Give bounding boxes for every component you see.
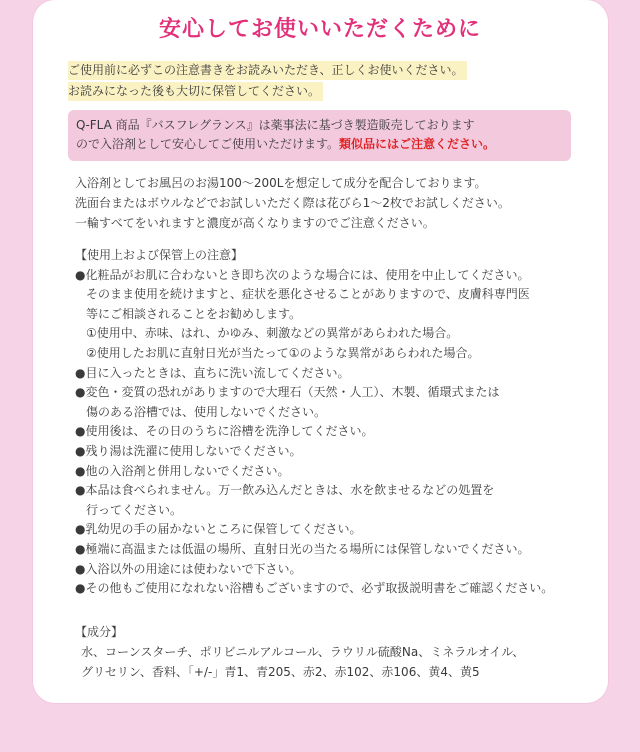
usage-text <box>75 173 510 233</box>
ingredients-line-2: グリセリン、香料、「+/-」青1、青205、赤2、赤102、赤106、黄4、黄5 <box>81 665 480 679</box>
ingredients-heading: 【成分】 <box>75 625 124 639</box>
usage-line: 洗面台またはボウルなどでお試しいただく際は花びら1～2枚でお試しください。 <box>75 196 510 210</box>
cautions-list <box>75 266 553 599</box>
caution-item: そのまま使用を続けますと、症状を悪化させることがありますので、皮膚科専門医 <box>86 287 530 302</box>
caution-item: 等にご相談されることをお勧めします。 <box>86 306 302 321</box>
notice-box <box>68 110 571 161</box>
caution-item: ●使用後は、その日のうちに浴槽を洗浄してください。 <box>75 424 374 439</box>
caution-item: ●変色・変質の恐れがありますので大理石（天然・人工）、木製、循環式または <box>75 385 500 400</box>
caution-item: ●極端に高温または低温の場所、直射日光の当たる場所には保管しないでください。 <box>75 541 530 556</box>
usage-line: 一輪すべてをいれますと濃度が高くなりますのでご注意ください。 <box>75 216 435 230</box>
caution-item: ②使用したお肌に直射日光が当たって①のような異常があらわれた場合。 <box>86 345 480 360</box>
caution-item: 傷のある浴槽では、使用しないでください。 <box>86 404 327 419</box>
notice-line-2 <box>76 135 565 154</box>
caution-item: ●他の入浴剤と併用しないでください。 <box>75 463 290 478</box>
caution-item: ●本品は食べられません。万一飲み込んだときは、水を飲ませるなどの処置を <box>75 483 495 498</box>
caution-item: ●化粧品がお肌に合わないとき即ち次のような場合には、使用を中止してください。 <box>75 267 530 282</box>
usage-line: 入浴剤としてお風呂のお湯100～200Lを想定して成分を配合しております。 <box>75 176 487 190</box>
page-title: 安心してお使いいただくために <box>158 17 481 42</box>
cautions-section <box>75 246 553 599</box>
notice-line-1: Q‐FLA 商品『バスフレグランス』は薬事法に基づき製造販売しております <box>76 118 475 132</box>
caution-item: 行ってください。 <box>86 502 183 517</box>
intro-line-2: お読みになった後も大切に保管してください。 <box>68 82 323 101</box>
intro-highlight <box>68 61 467 103</box>
caution-item: ●乳幼児の手の届かないところに保管してください。 <box>75 522 362 537</box>
caution-item: ●その他もご使用になれない浴槽もございますので、必ず取扱説明書をご確認ください。 <box>75 581 554 596</box>
ingredients-section <box>75 622 524 682</box>
caution-item: ●目に入ったときは、直ちに洗い流してください。 <box>75 365 350 380</box>
warning-text: 類似品にはご注意ください。 <box>339 137 496 151</box>
caution-item: ①使用中、赤味、はれ、かゆみ、刺激などの異常があらわれた場合。 <box>86 326 459 341</box>
intro-line-1: ご使用前に必ずこの注意書きをお読みいただき、正しくお使いください。 <box>68 61 467 80</box>
ingredients-line-1: 水、コーンスターチ、ポリビニルアルコール、ラウリル硫酸Na、ミネラルオイル、 <box>81 645 525 659</box>
notice-line-2-text: ので入浴剤として安心してご使用いただけます。 <box>76 137 340 151</box>
cautions-heading: 【使用上および保管上の注意】 <box>75 248 244 262</box>
caution-item: ●残り湯は洗濯に使用しないでください。 <box>75 443 302 458</box>
caution-item: ●入浴以外の用途には使わないで下さい。 <box>75 561 302 576</box>
